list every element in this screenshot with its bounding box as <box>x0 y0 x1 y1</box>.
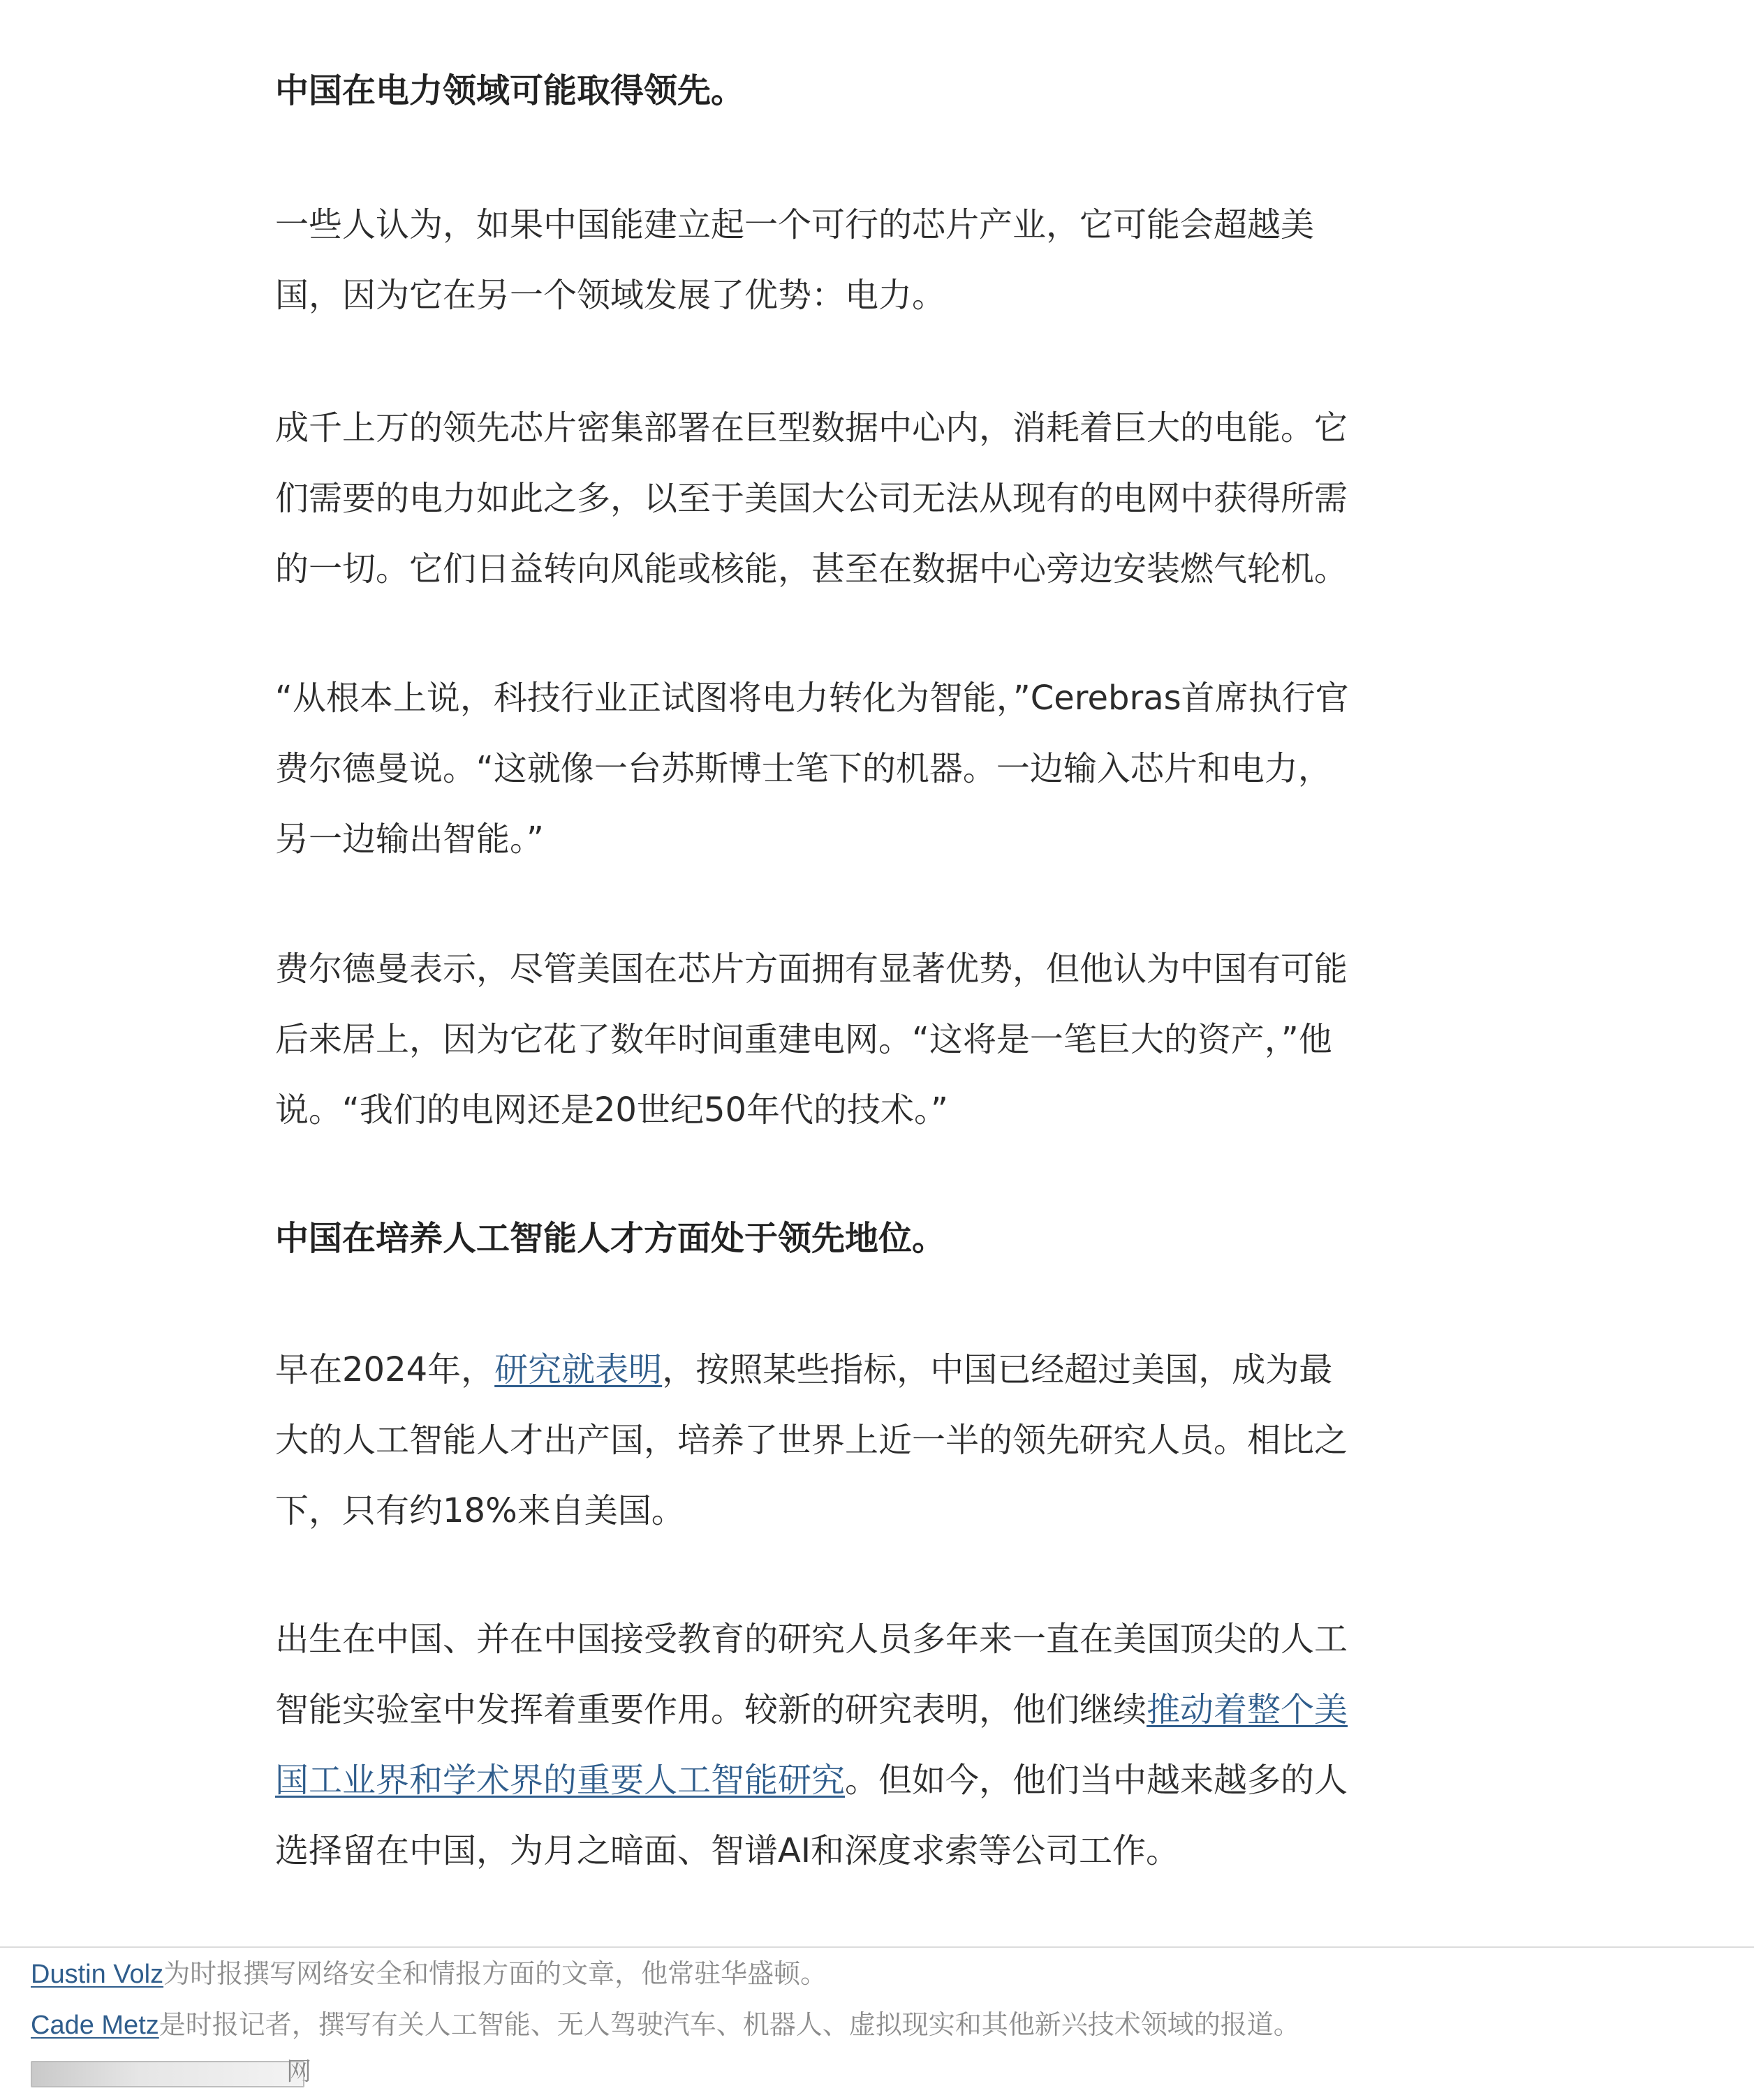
research-link[interactable]: 研究就表明 <box>494 1350 663 1389</box>
paragraph-line <box>275 1745 1490 1816</box>
credit-placeholder-bar <box>31 2061 304 2087</box>
paragraph <box>275 393 1490 605</box>
paragraph <box>275 934 1490 1146</box>
paragraph-line: 国，因为它在另一个领域发展了优势：电力。 <box>275 276 946 315</box>
paragraph-line: 说。“我们的电网还是20世纪50年代的技术。” <box>275 1090 948 1130</box>
author-bio-text: 是时报记者，撰写有关人工智能、无人驾驶汽车、机器人、虚拟现实和其他新兴技术领域的报道。 <box>159 2011 1300 2040</box>
paragraph <box>275 1604 1490 1886</box>
author-link-dustin-volz[interactable]: Dustin Volz <box>31 1960 164 1989</box>
text-run: 智能实验室中发挥着重要作用。较新的研究表明，他们继续 <box>275 1690 1147 1729</box>
paragraph-line: “从根本上说，科技行业正试图将电力转化为智能，”Cerebras首席执行官 <box>275 679 1349 718</box>
text-run: 选择留在中国，为月之暗面、智谱AI和深度求索等公司工作。 <box>275 1831 1179 1870</box>
paragraph-line: 们需要的电力如此之多，以至于美国大公司无法从现有的电网中获得所需 <box>275 479 1348 518</box>
ai-research-link[interactable]: 推动着整个美 <box>1147 1690 1348 1729</box>
paragraph-line <box>275 1335 1490 1405</box>
footer-divider <box>0 1946 1754 1948</box>
paragraph-line: 费尔德曼表示，尽管美国在芯片方面拥有显著优势，但他认为中国有可能 <box>275 949 1348 989</box>
author-bio <box>31 2008 1300 2043</box>
paragraph-line: 费尔德曼说。“这就像一台苏斯博士笔下的机器。一边输入芯片和电力， <box>275 749 1332 788</box>
author-link-cade-metz[interactable]: Cade Metz <box>31 2011 159 2040</box>
text-run: ，按照某些指标，中国已经超过美国，成为最 <box>662 1350 1333 1389</box>
credit-glyph: 网 <box>286 2057 312 2086</box>
paragraph-quote <box>275 663 1490 875</box>
text-run: 出生在中国、并在中国接受教育的研究人员多年来一直在美国顶尖的人工 <box>275 1620 1348 1659</box>
paragraph-line <box>275 1476 1490 1546</box>
text-run: 下，只有约18%来自美国。 <box>275 1491 685 1530</box>
paragraph <box>275 190 1490 331</box>
paragraph-line <box>275 1675 1490 1745</box>
paragraph-line: 另一边输出智能。” <box>275 820 544 859</box>
text-run: 。但如今，他们当中越来越多的人 <box>845 1761 1348 1800</box>
author-bio-text: 为时报撰写网络安全和情报方面的文章，他常驻华盛顿。 <box>163 1960 827 1989</box>
text-run: 大的人工智能人才出产国，培养了世界上近一半的领先研究人员。相比之 <box>275 1421 1348 1460</box>
paragraph-line <box>275 1816 1490 1886</box>
paragraph-line: 的一切。它们日益转向风能或核能，甚至在数据中心旁边安装燃气轮机。 <box>275 549 1348 589</box>
author-bio <box>31 1957 827 1992</box>
ai-research-link-continued[interactable]: 国工业界和学术界的重要人工智能研究 <box>275 1761 846 1800</box>
paragraph-line <box>275 1405 1490 1476</box>
paragraph <box>275 1335 1490 1546</box>
paragraph-line: 成千上万的领先芯片密集部署在巨型数据中心内，消耗着巨大的电能。它 <box>275 408 1348 448</box>
paragraph-line: 一些人认为，如果中国能建立起一个可行的芯片产业，它可能会超越美 <box>275 205 1315 244</box>
paragraph-line: 后来居上，因为它花了数年时间重建电网。“这将是一笔巨大的资产，”他 <box>275 1020 1332 1059</box>
text-run: 早在2024年， <box>275 1350 495 1389</box>
subhead-ai-talent: 中国在培养人工智能人才方面处于领先地位。 <box>275 1219 946 1258</box>
paragraph-line <box>275 1604 1490 1675</box>
subhead-power: 中国在电力领域可能取得领先。 <box>275 71 745 110</box>
